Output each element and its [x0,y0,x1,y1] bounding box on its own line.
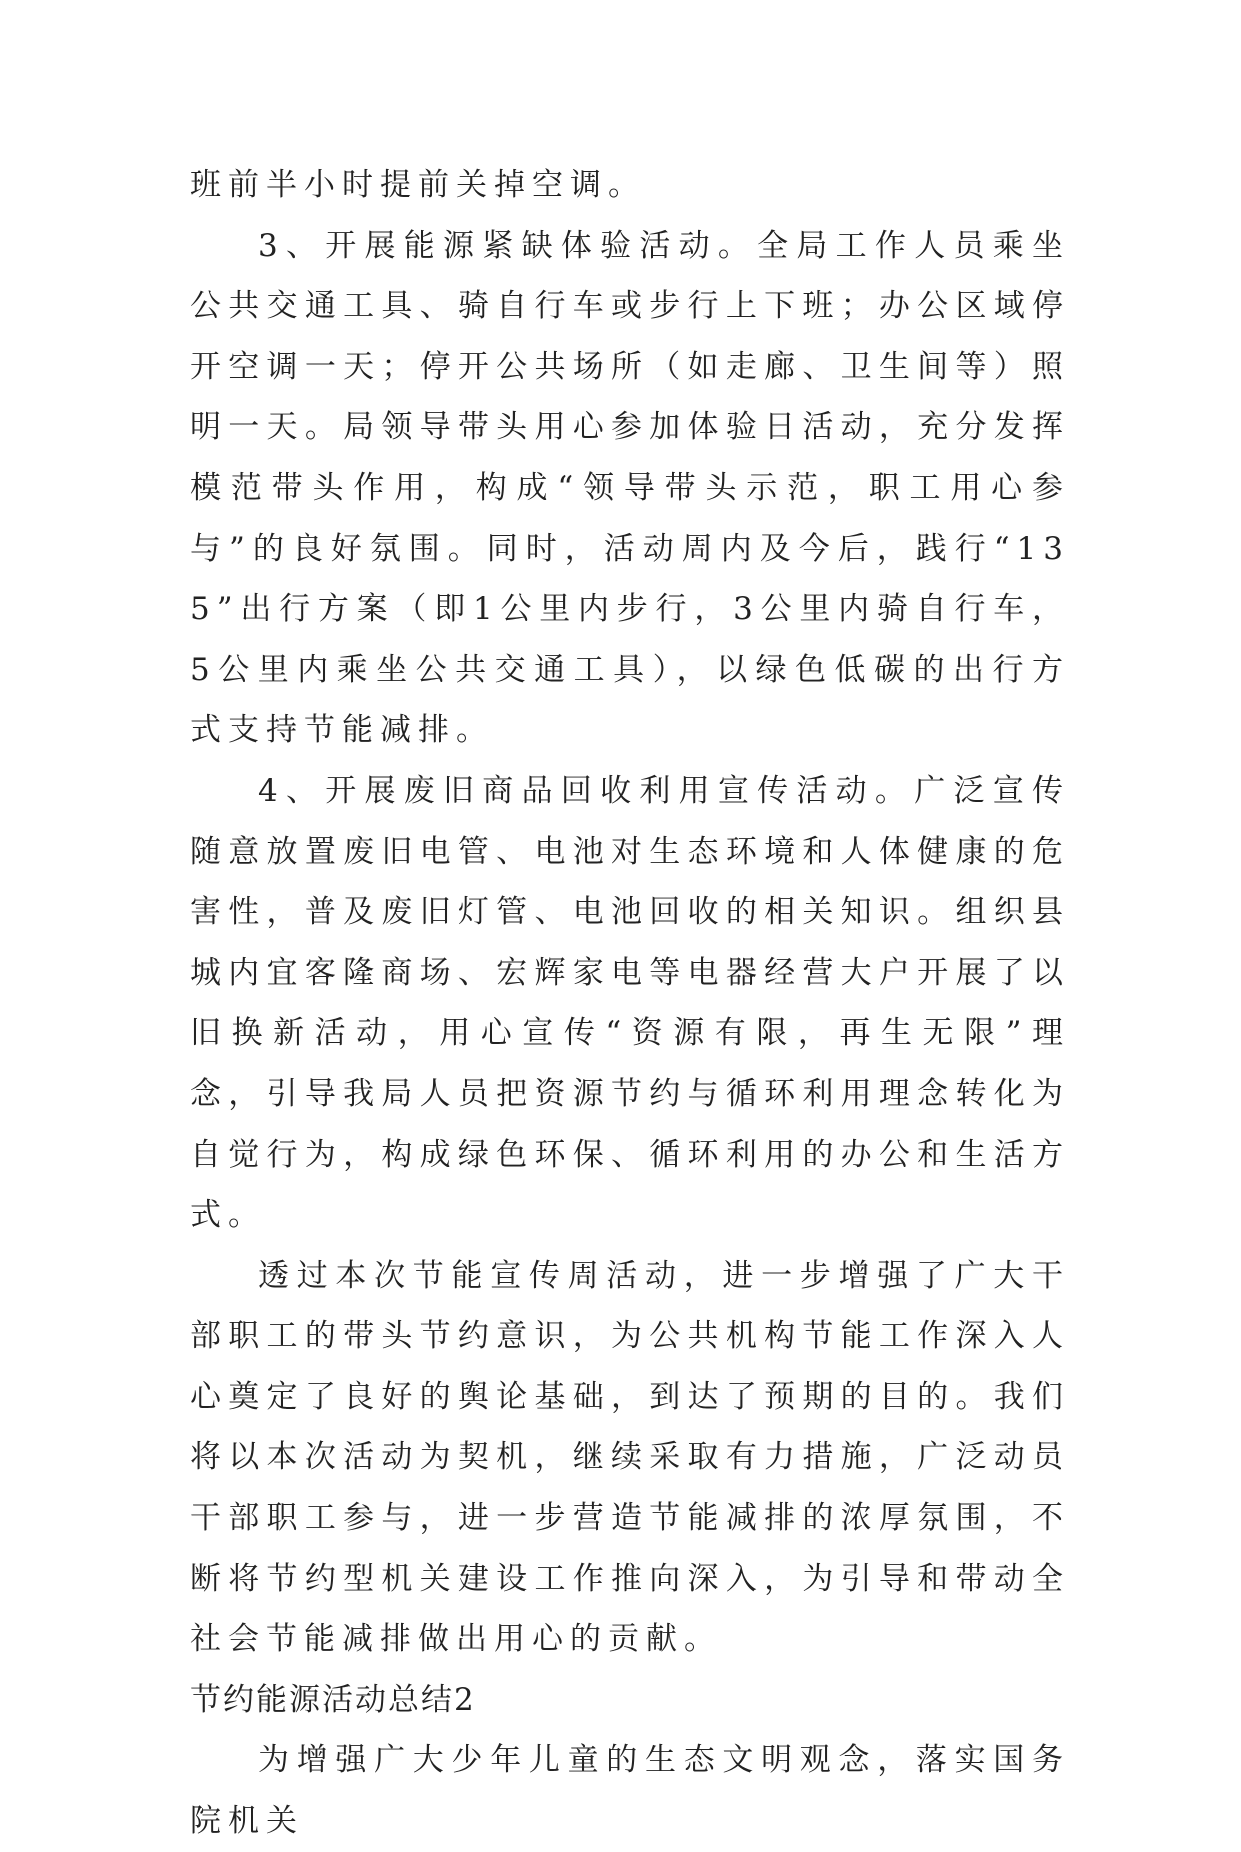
section-title: 节约能源活动总结2 [190,1681,476,1718]
paragraph-conclusion: 透过本次节能宣传周活动，进一步增强了广大干部职工的带头节约意识，为公共机构节能工作深入人心奠定了良好的舆论基础，到达了预期的目的。我们将以本次活动为契机，继续采取有力措施，广泛动员干部职工参与，进一步营造节能减排的浓厚氛围，不断将节约型机关建设工作推向深入，为引导和带动全社会节能减排做出用心的贡献。 [190,1257,1070,1658]
paragraph-item-3: 3、开展能源紧缺体验活动。全局工作人员乘坐公共交通工具、骑自行车或步行上下班；办公区域停开空调一天；停开公共场所（如走廊、卫生间等）照明一天。局领导带头用心参加体验日活动，充分发挥模范带头作用，构成“领导带头示范，职工用心参与”的良好氛围。同时，活动周内及今后，践行“135”出行方案（即1公里内步行，3公里内骑自行车，5公里内乘坐公共交通工具），以绿色低碳的出行方式支持节能减排。 [190,227,1070,749]
paragraph-item-4: 4、开展废旧商品回收利用宣传活动。广泛宣传随意放置废旧电管、电池对生态环境和人体健康的危害性，普及废旧灯管、电池回收的相关知识。组织县城内宜客隆商场、宏辉家电等电器经营大户开展了以旧换新活动，用心宣传“资源有限，再生无限”理念，引导我局人员把资源节约与循环利用理念转化为自觉行为，构成绿色环保、循环利用的办公和生活方式。 [190,772,1070,1234]
paragraph-intro: 为增强广大少年儿童的生态文明观念，落实国务院机关 [190,1742,1070,1840]
document-body [190,155,1070,1852]
paragraph-continuation: 班前半小时提前关掉空调。 [190,167,646,203]
